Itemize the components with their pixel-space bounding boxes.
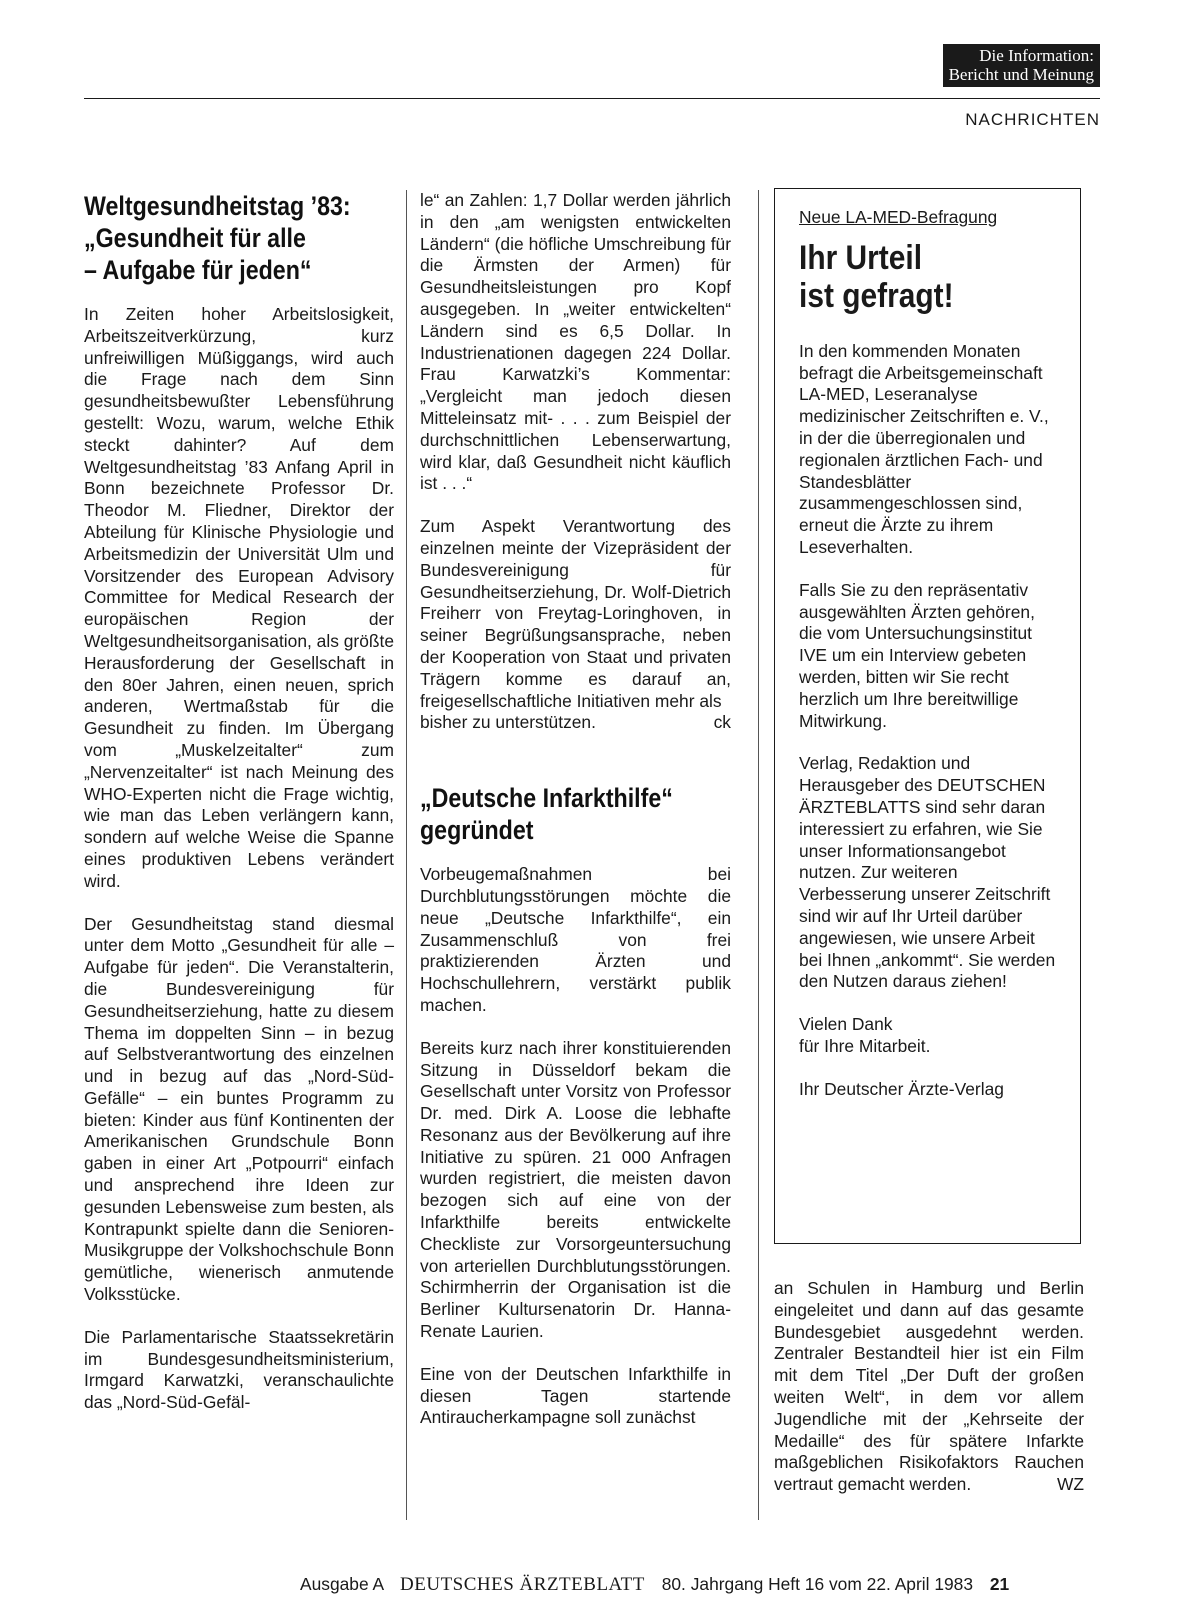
notice-title: Ihr Urteil ist gefragt! <box>799 238 954 315</box>
footer-page-number: 21 <box>989 1574 1010 1594</box>
section-label: NACHRICHTEN <box>965 110 1100 129</box>
article1-paragraph-5-last: bisher zu unterstützen. <box>420 712 596 733</box>
article2-paragraph-3: Eine von der Deutschen Infarkthilfe in diesen Tagen startende Antiraucherkampagne soll zunächst <box>420 1363 731 1428</box>
article1-signoff-line <box>420 712 731 734</box>
la-med-notice-box <box>774 188 1081 1244</box>
notice-paragraph-3: Verlag, Redaktion und Herausgeber des DEUTSCHEN ÄRZTEBLATTS sind sehr daran interessiert zu erfahren, wie Sie unser Informationsangebot nutzen. Zur weiteren Verbesserung unserer Zeitschrift sind wir auf Ihr Urteil darüber angewiesen, wie unsere Arbeit bei Ihnen „ankommt“. Sie werden den Nutzen daraus ziehen! <box>799 753 1056 992</box>
article1-title-line1: Weltgesundheitstag ’83: <box>84 191 351 221</box>
notice-signature: Ihr Deutscher Ärzte-Verlag <box>799 1078 1004 1099</box>
article1-paragraph-2: Der Gesundheitstag stand diesmal unter dem Motto „Gesundheit für alle – Aufgabe für jeden“. Die Veranstalterin, die Bundesvereinigung für Gesundheitserziehung, hatte zu diesem Thema im doppelten Sinn – in bezug auf Selbstverantwortung des einzelnen und in bezug auf das „Nord-Süd-Gefälle“ – ein buntes Programm zu bieten: Kinder aus fünf Kontinenten der Amerikanischen Grundschule Bonn gaben in einer Art „Potpourri“ einfach und ansprechend ihre Ideen zur gesunden Lebensweise zum besten, als Kontrapunkt spielte dann die Senioren-Musikgruppe der Volkshochschule Bonn gemütliche, wienerisch anmutende Volksstücke. <box>84 913 394 1305</box>
article-column-3 <box>774 1278 1084 1496</box>
article1-paragraph-5-body: Zum Aspekt Verantwortung des einzelnen meinte der Vizepräsident der Bundesvereinigung für Gesundheitserziehung, Dr. Wolf-Dietrich Freiherr von Freytag-Loringhoven, in seiner Begrüßungsansprache, neben der Kooperation von Staat und privaten Trägern komme es darauf an, freigesellschaftliche Initiativen mehr als <box>420 516 731 711</box>
footer-edition: Ausgabe A <box>300 1574 384 1594</box>
la-med-notice-content <box>799 207 1061 1101</box>
header-badge-line1: Die Information: <box>979 46 1094 65</box>
column-divider-1 <box>406 190 407 1520</box>
notice-paragraph-2: Falls Sie zu den repräsentativ ausgewählten Ärzten gehören, die vom Untersuchungsinstitut IVE um ein Interview gebeten werden, bitten wir Sie recht herzlich um Ihre bereitwillige Mitwirkung. <box>799 579 1035 731</box>
article1-paragraph-5 <box>420 516 731 734</box>
article1-author-initials: ck <box>713 712 731 733</box>
header-badge <box>943 44 1100 87</box>
article2-paragraph-2: Bereits kurz nach ihrer konstituierenden Sitzung in Düsseldorf bekam die Gesellschaft unter Vorsitz von Professor Dr. med. Dirk A. Loose die lebhafte Resonanz aus der Bevölkerung auf ihre Initiative zu spüren. 21 000 Anfragen wurden registriert, die meisten davon bezogen sich auf eine von der Infarkthilfe bereits entwickelte Checkliste zur Vorsorgeuntersuchung von arteriellen Durchblutungsstörungen. Schirmherrin der Organisation ist die Berliner Kultursenatorin Dr. Hanna-Renate Laurien. <box>420 1037 731 1342</box>
article-column-2 <box>420 190 731 1429</box>
article1-paragraph-3: Die Parlamentarische Staatssekretärin im Bundesgesundheitsministerium, Irmgard Karwatzki, veranschaulichte das „Nord-Süd-Gefäl- <box>84 1326 394 1413</box>
article1-title-line2: „Gesundheit für alle <box>84 223 306 253</box>
article1-title-line3: – Aufgabe für jeden“ <box>84 255 312 285</box>
article-column-1 <box>84 190 394 1414</box>
article2-paragraph-1: Vorbeugemaßnahmen bei Durchblutungsstörungen möchte die neue „Deutsche Infarkthilfe“, ein Zusammenschluß von frei praktizierenden Ärzten und Hochschullehrern, verstärkt publik machen. <box>420 864 731 1015</box>
page-footer <box>300 1574 1009 1596</box>
article1-paragraph-4: le“ an Zahlen: 1,7 Dollar werden jährlich in den „am wenigsten entwickelten Ländern“ (die höfliche Umschreibung für die Ärmsten der Armen) für Gesundheitsleistungen pro Kopf ausgegeben. In „weiter entwickelten“ Ländern sind es 6,5 Dollar. In Industrienationen dagegen 224 Dollar. Frau Karwatzki’s Kommentar: „Vergleicht man jedoch diesen Mitteleinsatz mit- . . . zum Beispiel der durchschnittlichen Lebenserwartung, wird klar, daß Gesundheit nicht käuflich ist . . .“ <box>420 190 731 494</box>
article2-title-line2: gegründet <box>420 815 534 846</box>
article2-title <box>420 782 730 846</box>
notice-thanks: Vielen Dank für Ihre Mitarbeit. <box>799 1014 931 1056</box>
column-divider-2 <box>758 190 759 1520</box>
footer-publication: DEUTSCHES ÄRZTEBLATT <box>400 1574 645 1595</box>
article1-paragraph-1: In Zeiten hoher Arbeitslosigkeit, Arbeitszeitverkürzung, kurz unfreiwilligen Müßiggangs, wird auch die Frage nach dem Sinn gesundheitsbewußter Lebensführung gestellt: Wozu, warum, welche Ethik steckt dahinter? Auf dem Weltgesundheitstag ’83 Anfang April in Bonn bezeichnete Professor Dr. Theodor M. Fliedner, Direktor der Abteilung für Klinische Physiologie und Arbeitsmedizin der Universität Ulm und Vorsitzender des European Advisory Committee for Medical Research der europäischen Region der Weltgesundheitsorganisation, als größte Herausforderung der Gesellschaft in den 80er Jahren, einen neuen, sprich anderen, Wertmaßstab für die Gesundheit zu finden. Im Übergang vom „Muskelzeitalter“ zum „Nervenzeitalter“ ist nach Meinung des WHO-Experten nicht die Frage wichtig, wie man das Leben verlängern kann, sondern auf welche Weise die Spanne eines produktiven Lebens verändert wird. <box>84 304 394 891</box>
footer-issue: 80. Jahrgang Heft 16 vom 22. April 1983 <box>661 1574 974 1594</box>
article2-paragraph-4-body: an Schulen in Hamburg und Berlin eingeleitet und dann auf das gesamte Bundesgebiet ausgedehnt werden. Zentraler Bestandteil hier ist ein Film mit dem Titel „Der Duft der großen weiten Welt“, in dem vor allem Jugendliche mit der „Kehrseite der Medaille“ des für spätere Infarkte maßgeblichen Risikofaktors Rauchen vertraut gemacht werden. <box>774 1278 1084 1495</box>
notice-paragraph-1: In den kommenden Monaten befragt die Arbeitsgemeinschaft LA-MED, Leseranalyse medizinischer Zeitschriften e. V., in der die überregionalen und regionalen ärztlichen Fach- und Standesblätter zusammengeschlossen sind, erneut die Ärzte zu ihrem Leseverhalten. <box>799 340 1049 557</box>
header-badge-line2: Bericht und Meinung <box>948 65 1094 84</box>
header-rule <box>84 98 1100 99</box>
article1-title <box>84 190 393 286</box>
article2-title-line1: „Deutsche Infarkthilfe“ <box>420 783 673 814</box>
notice-kicker: Neue LA-MED-Befragung <box>799 207 998 227</box>
article2-paragraph-4 <box>774 1278 1084 1496</box>
article2-author-initials: WZ <box>1056 1474 1084 1495</box>
